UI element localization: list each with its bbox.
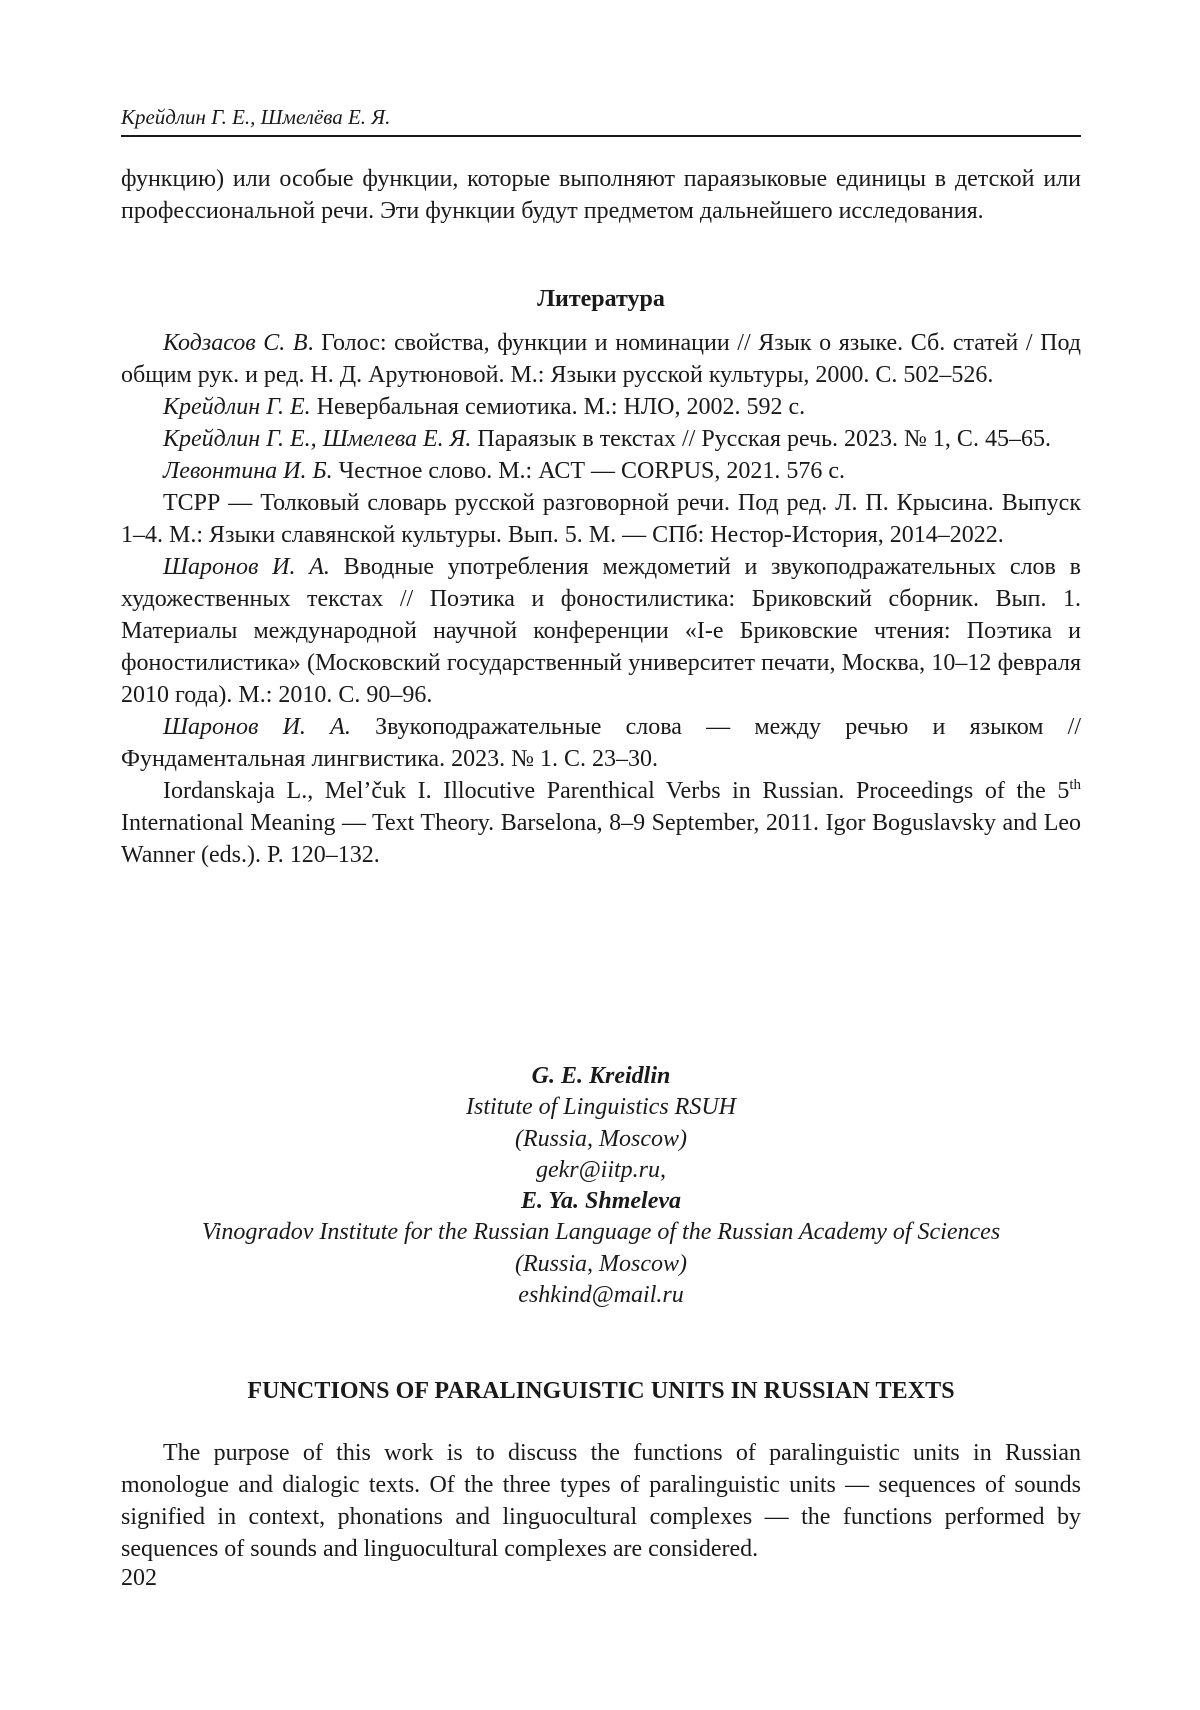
author-location: (Russia, Moscow) — [515, 1250, 687, 1277]
continuation-text: функцию) или особые функции, которые выполняют параязыковые единицы в детской или профессиональной речи. Эти функции будут предметом дальнейшего исследования. — [121, 166, 1081, 224]
page-number: 202 — [121, 1565, 157, 1591]
reference-item — [121, 423, 1081, 455]
document-page — [121, 0, 1081, 1710]
running-head: Крейдлин Г. Е., Шмелёва Е. Я. — [121, 105, 391, 129]
reference-item — [121, 711, 1081, 775]
reference-item — [121, 551, 1081, 711]
reference-text: Звукоподражательные слова — между речью и языком // Фундаментальная лингвистика. 2023. № 1. С. 23–30. — [121, 714, 1081, 772]
reference-authors: Левонтина И. Б. — [163, 458, 333, 484]
abstract-text: The purpose of this work is to discuss the functions of paralinguistic units in Russian monologue and dialogic texts. Of the three types of paralinguistic units — sequences of sounds signified in context, phonations and linguocultural complexes — the functions performed by sequences of sounds and linguocultural complexes are considered. — [121, 1440, 1081, 1562]
abstract — [121, 1437, 1081, 1565]
references-heading: Литература — [537, 286, 665, 312]
author-affiliation: Vinogradov Institute for the Russian Language of the Russian Academy of Sciences — [201, 1219, 1001, 1246]
reference-text: ТСРР — Толковый словарь русской разговорной речи. Под ред. Л. П. Крысина. Выпуск 1–4. М.: Языки славянской культуры. Вып. 5. М. — СПб: Нестор-История, 2014–2022. — [121, 490, 1081, 548]
reference-list — [121, 327, 1081, 871]
reference-item — [121, 455, 1081, 487]
ordinal-superscript: th — [1069, 777, 1081, 793]
reference-item — [121, 327, 1081, 391]
reference-text: Невербальная семиотика. М.: НЛО, 2002. 592 с. — [310, 394, 806, 420]
reference-authors: Шаронов И. А. — [163, 714, 351, 740]
author-email: eshkind@mail.ru — [518, 1282, 684, 1309]
reference-authors: Крейдлин Г. Е., Шмелева Е. Я. — [163, 426, 472, 452]
reference-text: Честное слово. М.: АСТ — CORPUS, 2021. 576 с. — [332, 458, 846, 484]
author-name: E. Ya. Shmeleva — [520, 1188, 682, 1215]
paper-title: FUNCTIONS OF PARALINGUISTIC UNITS IN RUSSIAN TEXTS — [247, 1378, 955, 1404]
author-block — [121, 1061, 1081, 1311]
continuation-paragraph — [121, 163, 1081, 227]
author-location: (Russia, Moscow) — [515, 1125, 687, 1152]
reference-item — [121, 775, 1081, 871]
reference-text: Вводные употребления междометий и звукоподражательных слов в художественных текстах // Поэтика и фоностилистика: Бриковский сборник. Вып. 1. Материалы международной научной конференции «I-е Бриковские чтения: Поэтика и фоностилистика» (Московский государственный университет печати, Москва, 10–12 февраля 2010 года). М.: 2010. С. 90–96. — [121, 554, 1081, 708]
header-rule — [121, 135, 1081, 137]
author-name: G. E. Kreidlin — [531, 1063, 671, 1089]
reference-item — [121, 487, 1081, 551]
reference-text: Параязык в текстах // Русская речь. 2023. № 1, С. 45–65. — [471, 426, 1051, 452]
author-email: gekr@iitp.ru, — [535, 1156, 667, 1183]
reference-text: International Meaning — Text Theory. Barselona, 8–9 September, 2011. Igor Boguslavsky and Leo Wanner (eds.). P. 120–132. — [121, 810, 1081, 868]
reference-authors: Кодзасов С. В — [163, 330, 308, 356]
reference-authors: Крейдлин Г. Е. — [163, 394, 311, 420]
reference-authors: Шаронов И. А. — [163, 554, 330, 580]
reference-text: Iordanskaja L., Mel’čuk I. Illocutive Parenthical Verbs in Russian. Proceedings of the 5 — [163, 778, 1070, 804]
reference-item — [121, 391, 1081, 423]
author-affiliation: Istitute of Linguistics RSUH — [466, 1094, 736, 1121]
reference-text: . Голос: свойства, функции и номинации // Язык о языке. Сб. статей / Под общим рук. и ред. Н. Д. Арутюновой. М.: Языки русской культуры, 2000. С. 502–526. — [121, 330, 1082, 388]
